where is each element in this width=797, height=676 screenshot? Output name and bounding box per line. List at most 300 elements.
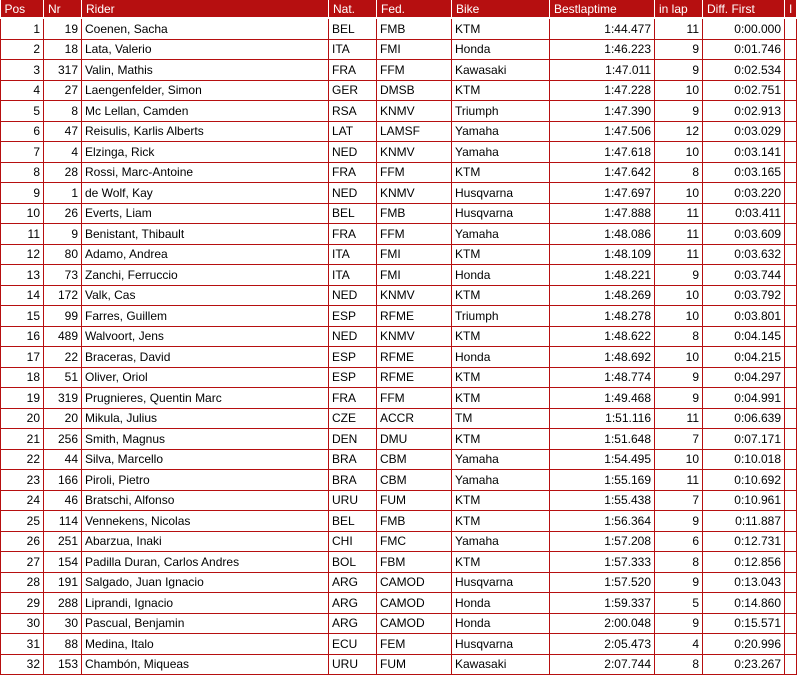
- cell-diff-first: 0:10.961: [703, 490, 785, 511]
- cell-rider: Abarzua, Inaki: [82, 531, 329, 552]
- cell-in-lap: 11: [655, 203, 703, 224]
- cell-fed: RFME: [377, 367, 452, 388]
- cell-pos: 17: [1, 347, 44, 368]
- cell-diff-first: 0:04.145: [703, 326, 785, 347]
- table-row: [1, 203, 797, 224]
- col-header-bestlaptime: Bestlaptime: [550, 0, 655, 18]
- table-row: [1, 593, 797, 614]
- cell-fed: KNMV: [377, 326, 452, 347]
- cell-diff-first: 0:03.609: [703, 224, 785, 245]
- cell-fed: FMI: [377, 39, 452, 60]
- table-row: [1, 511, 797, 532]
- cell-bestlaptime: 1:47.506: [550, 121, 655, 142]
- cell-nat: FRA: [329, 162, 377, 183]
- cell-fed: FFM: [377, 162, 452, 183]
- cell-in-lap: 11: [655, 18, 703, 39]
- cell-pos: 21: [1, 429, 44, 450]
- cell-in-lap: 10: [655, 80, 703, 101]
- cell-diff-first: 0:02.534: [703, 60, 785, 81]
- cell-pos: 29: [1, 593, 44, 614]
- cell-nat: LAT: [329, 121, 377, 142]
- cell-diff-first: 0:13.043: [703, 572, 785, 593]
- cell-bike: KTM: [452, 244, 550, 265]
- cell-in-lap: 9: [655, 265, 703, 286]
- cell-extra: [785, 162, 797, 183]
- cell-pos: 7: [1, 142, 44, 163]
- cell-extra: [785, 572, 797, 593]
- table-row: [1, 265, 797, 286]
- cell-extra: [785, 183, 797, 204]
- cell-rider: Reisulis, Karlis Alberts: [82, 121, 329, 142]
- table-row: [1, 142, 797, 163]
- cell-pos: 11: [1, 224, 44, 245]
- cell-nr: 27: [44, 80, 82, 101]
- cell-pos: 16: [1, 326, 44, 347]
- cell-rider: Rossi, Marc-Antoine: [82, 162, 329, 183]
- cell-in-lap: 9: [655, 60, 703, 81]
- cell-bestlaptime: 1:56.364: [550, 511, 655, 532]
- col-header-pos: Pos: [1, 0, 44, 18]
- cell-rider: Silva, Marcello: [82, 449, 329, 470]
- cell-in-lap: 11: [655, 408, 703, 429]
- cell-rider: Piroli, Pietro: [82, 470, 329, 491]
- table-row: [1, 470, 797, 491]
- cell-rider: Salgado, Juan Ignacio: [82, 572, 329, 593]
- cell-pos: 25: [1, 511, 44, 532]
- cell-nat: URU: [329, 654, 377, 675]
- cell-rider: Benistant, Thibault: [82, 224, 329, 245]
- cell-nr: 19: [44, 18, 82, 39]
- cell-bike: Kawasaki: [452, 60, 550, 81]
- cell-diff-first: 0:03.801: [703, 306, 785, 327]
- cell-bestlaptime: 1:48.622: [550, 326, 655, 347]
- cell-diff-first: 0:04.991: [703, 388, 785, 409]
- cell-in-lap: 6: [655, 531, 703, 552]
- cell-nr: 251: [44, 531, 82, 552]
- cell-bike: Honda: [452, 613, 550, 634]
- cell-in-lap: 9: [655, 367, 703, 388]
- cell-in-lap: 9: [655, 572, 703, 593]
- col-header-rider: Rider: [82, 0, 329, 18]
- cell-diff-first: 0:12.731: [703, 531, 785, 552]
- table-row: [1, 654, 797, 675]
- table-row: [1, 326, 797, 347]
- cell-in-lap: 5: [655, 593, 703, 614]
- cell-nr: 154: [44, 552, 82, 573]
- cell-pos: 9: [1, 183, 44, 204]
- cell-bestlaptime: 1:47.888: [550, 203, 655, 224]
- cell-in-lap: 10: [655, 285, 703, 306]
- cell-nat: NED: [329, 285, 377, 306]
- cell-diff-first: 0:02.913: [703, 101, 785, 122]
- cell-fed: FFM: [377, 60, 452, 81]
- table-row: [1, 39, 797, 60]
- cell-fed: DMSB: [377, 80, 452, 101]
- cell-bike: Yamaha: [452, 470, 550, 491]
- cell-nat: ITA: [329, 244, 377, 265]
- cell-bike: Kawasaki: [452, 654, 550, 675]
- cell-bike: TM: [452, 408, 550, 429]
- table-row: [1, 80, 797, 101]
- cell-diff-first: 0:03.029: [703, 121, 785, 142]
- cell-nat: BEL: [329, 203, 377, 224]
- cell-extra: [785, 265, 797, 286]
- cell-bike: KTM: [452, 326, 550, 347]
- cell-diff-first: 0:23.267: [703, 654, 785, 675]
- cell-nr: 18: [44, 39, 82, 60]
- cell-diff-first: 0:03.165: [703, 162, 785, 183]
- cell-pos: 30: [1, 613, 44, 634]
- cell-fed: FMB: [377, 18, 452, 39]
- cell-in-lap: 10: [655, 142, 703, 163]
- cell-nat: ITA: [329, 39, 377, 60]
- cell-in-lap: 8: [655, 162, 703, 183]
- cell-extra: [785, 367, 797, 388]
- cell-extra: [785, 224, 797, 245]
- cell-bike: Husqvarna: [452, 203, 550, 224]
- cell-rider: Chambón, Miqueas: [82, 654, 329, 675]
- cell-bestlaptime: 1:57.208: [550, 531, 655, 552]
- cell-pos: 15: [1, 306, 44, 327]
- cell-bestlaptime: 1:57.520: [550, 572, 655, 593]
- cell-diff-first: 0:15.571: [703, 613, 785, 634]
- cell-nat: ARG: [329, 593, 377, 614]
- cell-bike: KTM: [452, 429, 550, 450]
- cell-bestlaptime: 1:54.495: [550, 449, 655, 470]
- table-row: [1, 429, 797, 450]
- cell-bestlaptime: 1:51.116: [550, 408, 655, 429]
- table-row: [1, 60, 797, 81]
- col-header-nr: Nr: [44, 0, 82, 18]
- cell-rider: Braceras, David: [82, 347, 329, 368]
- cell-nr: 9: [44, 224, 82, 245]
- cell-nr: 4: [44, 142, 82, 163]
- cell-extra: [785, 60, 797, 81]
- cell-in-lap: 8: [655, 654, 703, 675]
- cell-nat: BRA: [329, 449, 377, 470]
- cell-extra: [785, 121, 797, 142]
- cell-pos: 19: [1, 388, 44, 409]
- cell-nat: ESP: [329, 306, 377, 327]
- cell-extra: [785, 490, 797, 511]
- cell-rider: Valin, Mathis: [82, 60, 329, 81]
- cell-nat: BRA: [329, 470, 377, 491]
- cell-extra: [785, 408, 797, 429]
- cell-bike: Honda: [452, 347, 550, 368]
- cell-in-lap: 9: [655, 39, 703, 60]
- cell-in-lap: 9: [655, 388, 703, 409]
- cell-nr: 80: [44, 244, 82, 265]
- table-row: [1, 572, 797, 593]
- cell-nat: ESP: [329, 347, 377, 368]
- cell-nr: 26: [44, 203, 82, 224]
- cell-bike: Yamaha: [452, 142, 550, 163]
- cell-nat: BEL: [329, 511, 377, 532]
- cell-extra: [785, 634, 797, 655]
- cell-diff-first: 0:03.411: [703, 203, 785, 224]
- table-row: [1, 490, 797, 511]
- table-row: [1, 449, 797, 470]
- cell-nat: ECU: [329, 634, 377, 655]
- cell-pos: 18: [1, 367, 44, 388]
- cell-diff-first: 0:12.856: [703, 552, 785, 573]
- cell-extra: [785, 18, 797, 39]
- col-header-extra: I: [785, 0, 797, 18]
- cell-nat: BEL: [329, 18, 377, 39]
- table-row: [1, 224, 797, 245]
- cell-diff-first: 0:14.860: [703, 593, 785, 614]
- cell-bike: Honda: [452, 265, 550, 286]
- cell-bestlaptime: 1:48.269: [550, 285, 655, 306]
- cell-in-lap: 10: [655, 347, 703, 368]
- cell-diff-first: 0:20.996: [703, 634, 785, 655]
- header-row: [1, 0, 797, 18]
- cell-bike: Triumph: [452, 306, 550, 327]
- cell-pos: 10: [1, 203, 44, 224]
- cell-in-lap: 11: [655, 224, 703, 245]
- cell-nat: ARG: [329, 613, 377, 634]
- cell-rider: Farres, Guillem: [82, 306, 329, 327]
- cell-rider: Medina, Italo: [82, 634, 329, 655]
- cell-rider: Smith, Magnus: [82, 429, 329, 450]
- cell-bestlaptime: 1:47.618: [550, 142, 655, 163]
- cell-diff-first: 0:01.746: [703, 39, 785, 60]
- cell-nr: 114: [44, 511, 82, 532]
- cell-bike: KTM: [452, 490, 550, 511]
- cell-rider: Liprandi, Ignacio: [82, 593, 329, 614]
- cell-bestlaptime: 1:47.228: [550, 80, 655, 101]
- cell-bestlaptime: 1:57.333: [550, 552, 655, 573]
- cell-nr: 22: [44, 347, 82, 368]
- cell-rider: Mc Lellan, Camden: [82, 101, 329, 122]
- cell-fed: KNMV: [377, 183, 452, 204]
- cell-pos: 26: [1, 531, 44, 552]
- cell-in-lap: 10: [655, 449, 703, 470]
- cell-bike: KTM: [452, 80, 550, 101]
- cell-fed: RFME: [377, 347, 452, 368]
- cell-nr: 256: [44, 429, 82, 450]
- cell-extra: [785, 470, 797, 491]
- cell-rider: Adamo, Andrea: [82, 244, 329, 265]
- col-header-in-lap: in lap: [655, 0, 703, 18]
- cell-pos: 31: [1, 634, 44, 655]
- cell-nat: ITA: [329, 265, 377, 286]
- col-header-fed: Fed.: [377, 0, 452, 18]
- cell-nr: 88: [44, 634, 82, 655]
- cell-diff-first: 0:11.887: [703, 511, 785, 532]
- cell-bestlaptime: 1:46.223: [550, 39, 655, 60]
- cell-diff-first: 0:03.792: [703, 285, 785, 306]
- cell-fed: FUM: [377, 490, 452, 511]
- cell-bestlaptime: 1:48.774: [550, 367, 655, 388]
- table-row: [1, 552, 797, 573]
- cell-pos: 20: [1, 408, 44, 429]
- cell-in-lap: 4: [655, 634, 703, 655]
- table-row: [1, 347, 797, 368]
- cell-extra: [785, 552, 797, 573]
- cell-bestlaptime: 1:47.011: [550, 60, 655, 81]
- cell-nr: 51: [44, 367, 82, 388]
- cell-bike: Yamaha: [452, 224, 550, 245]
- cell-diff-first: 0:02.751: [703, 80, 785, 101]
- cell-bike: Yamaha: [452, 121, 550, 142]
- cell-in-lap: 12: [655, 121, 703, 142]
- cell-bestlaptime: 1:55.438: [550, 490, 655, 511]
- cell-pos: 14: [1, 285, 44, 306]
- cell-bestlaptime: 1:48.086: [550, 224, 655, 245]
- table-row: [1, 183, 797, 204]
- cell-rider: Mikula, Julius: [82, 408, 329, 429]
- cell-fed: FMB: [377, 511, 452, 532]
- cell-nat: ARG: [329, 572, 377, 593]
- cell-rider: Bratschi, Alfonso: [82, 490, 329, 511]
- cell-bike: KTM: [452, 552, 550, 573]
- cell-nat: RSA: [329, 101, 377, 122]
- cell-fed: FMI: [377, 244, 452, 265]
- cell-nr: 47: [44, 121, 82, 142]
- cell-bike: Husqvarna: [452, 572, 550, 593]
- cell-pos: 23: [1, 470, 44, 491]
- cell-in-lap: 10: [655, 183, 703, 204]
- table-row: [1, 613, 797, 634]
- cell-fed: CBM: [377, 449, 452, 470]
- cell-fed: CAMOD: [377, 613, 452, 634]
- cell-bike: KTM: [452, 367, 550, 388]
- cell-in-lap: 8: [655, 552, 703, 573]
- cell-fed: FUM: [377, 654, 452, 675]
- cell-extra: [785, 39, 797, 60]
- cell-bike: KTM: [452, 18, 550, 39]
- cell-nr: 30: [44, 613, 82, 634]
- table-row: [1, 531, 797, 552]
- cell-nat: BOL: [329, 552, 377, 573]
- cell-fed: CAMOD: [377, 593, 452, 614]
- cell-diff-first: 0:03.220: [703, 183, 785, 204]
- cell-extra: [785, 511, 797, 532]
- cell-diff-first: 0:03.141: [703, 142, 785, 163]
- cell-fed: FFM: [377, 224, 452, 245]
- cell-bestlaptime: 2:05.473: [550, 634, 655, 655]
- cell-pos: 6: [1, 121, 44, 142]
- col-header-nat: Nat.: [329, 0, 377, 18]
- cell-bestlaptime: 1:59.337: [550, 593, 655, 614]
- cell-fed: KNMV: [377, 142, 452, 163]
- cell-nat: NED: [329, 142, 377, 163]
- cell-pos: 27: [1, 552, 44, 573]
- cell-bike: Yamaha: [452, 449, 550, 470]
- cell-rider: Padilla Duran, Carlos Andres: [82, 552, 329, 573]
- cell-extra: [785, 531, 797, 552]
- cell-nr: 28: [44, 162, 82, 183]
- cell-extra: [785, 388, 797, 409]
- cell-bestlaptime: 1:44.477: [550, 18, 655, 39]
- cell-nr: 1: [44, 183, 82, 204]
- cell-nr: 319: [44, 388, 82, 409]
- cell-diff-first: 0:10.018: [703, 449, 785, 470]
- table-row: [1, 306, 797, 327]
- cell-in-lap: 10: [655, 306, 703, 327]
- cell-bike: Honda: [452, 39, 550, 60]
- cell-nr: 288: [44, 593, 82, 614]
- cell-bike: Husqvarna: [452, 634, 550, 655]
- cell-diff-first: 0:04.215: [703, 347, 785, 368]
- cell-nr: 20: [44, 408, 82, 429]
- table-row: [1, 388, 797, 409]
- table-row: [1, 162, 797, 183]
- cell-in-lap: 7: [655, 429, 703, 450]
- cell-rider: Valk, Cas: [82, 285, 329, 306]
- cell-extra: [785, 101, 797, 122]
- table-row: [1, 244, 797, 265]
- cell-pos: 1: [1, 18, 44, 39]
- cell-extra: [785, 80, 797, 101]
- cell-nat: FRA: [329, 224, 377, 245]
- table-row: [1, 101, 797, 122]
- cell-bestlaptime: 1:47.642: [550, 162, 655, 183]
- cell-fed: DMU: [377, 429, 452, 450]
- cell-nr: 489: [44, 326, 82, 347]
- cell-bike: Husqvarna: [452, 183, 550, 204]
- cell-bike: KTM: [452, 285, 550, 306]
- cell-pos: 12: [1, 244, 44, 265]
- cell-pos: 32: [1, 654, 44, 675]
- cell-fed: LAMSF: [377, 121, 452, 142]
- table-row: [1, 285, 797, 306]
- cell-pos: 22: [1, 449, 44, 470]
- cell-nr: 172: [44, 285, 82, 306]
- cell-pos: 13: [1, 265, 44, 286]
- cell-fed: FBM: [377, 552, 452, 573]
- cell-diff-first: 0:06.639: [703, 408, 785, 429]
- table-row: [1, 18, 797, 39]
- cell-bestlaptime: 1:48.278: [550, 306, 655, 327]
- table-row: [1, 367, 797, 388]
- cell-diff-first: 0:07.171: [703, 429, 785, 450]
- cell-in-lap: 9: [655, 101, 703, 122]
- cell-rider: Laengenfelder, Simon: [82, 80, 329, 101]
- cell-nat: ESP: [329, 367, 377, 388]
- cell-diff-first: 0:03.744: [703, 265, 785, 286]
- cell-diff-first: 0:10.692: [703, 470, 785, 491]
- cell-fed: FFM: [377, 388, 452, 409]
- cell-nr: 99: [44, 306, 82, 327]
- cell-nr: 44: [44, 449, 82, 470]
- cell-in-lap: 7: [655, 490, 703, 511]
- cell-rider: Vennekens, Nicolas: [82, 511, 329, 532]
- cell-fed: FEM: [377, 634, 452, 655]
- cell-diff-first: 0:00.000: [703, 18, 785, 39]
- cell-pos: 4: [1, 80, 44, 101]
- cell-extra: [785, 244, 797, 265]
- col-header-diff-first: Diff. First: [703, 0, 785, 18]
- cell-bike: KTM: [452, 511, 550, 532]
- cell-diff-first: 0:03.632: [703, 244, 785, 265]
- cell-diff-first: 0:04.297: [703, 367, 785, 388]
- cell-pos: 28: [1, 572, 44, 593]
- cell-rider: Elzinga, Rick: [82, 142, 329, 163]
- cell-in-lap: 9: [655, 511, 703, 532]
- cell-in-lap: 8: [655, 326, 703, 347]
- cell-nat: URU: [329, 490, 377, 511]
- table-row: [1, 408, 797, 429]
- cell-nr: 8: [44, 101, 82, 122]
- cell-bestlaptime: 1:47.390: [550, 101, 655, 122]
- cell-rider: Prugnieres, Quentin Marc: [82, 388, 329, 409]
- cell-extra: [785, 449, 797, 470]
- cell-extra: [785, 593, 797, 614]
- table-row: [1, 121, 797, 142]
- cell-bestlaptime: 2:07.744: [550, 654, 655, 675]
